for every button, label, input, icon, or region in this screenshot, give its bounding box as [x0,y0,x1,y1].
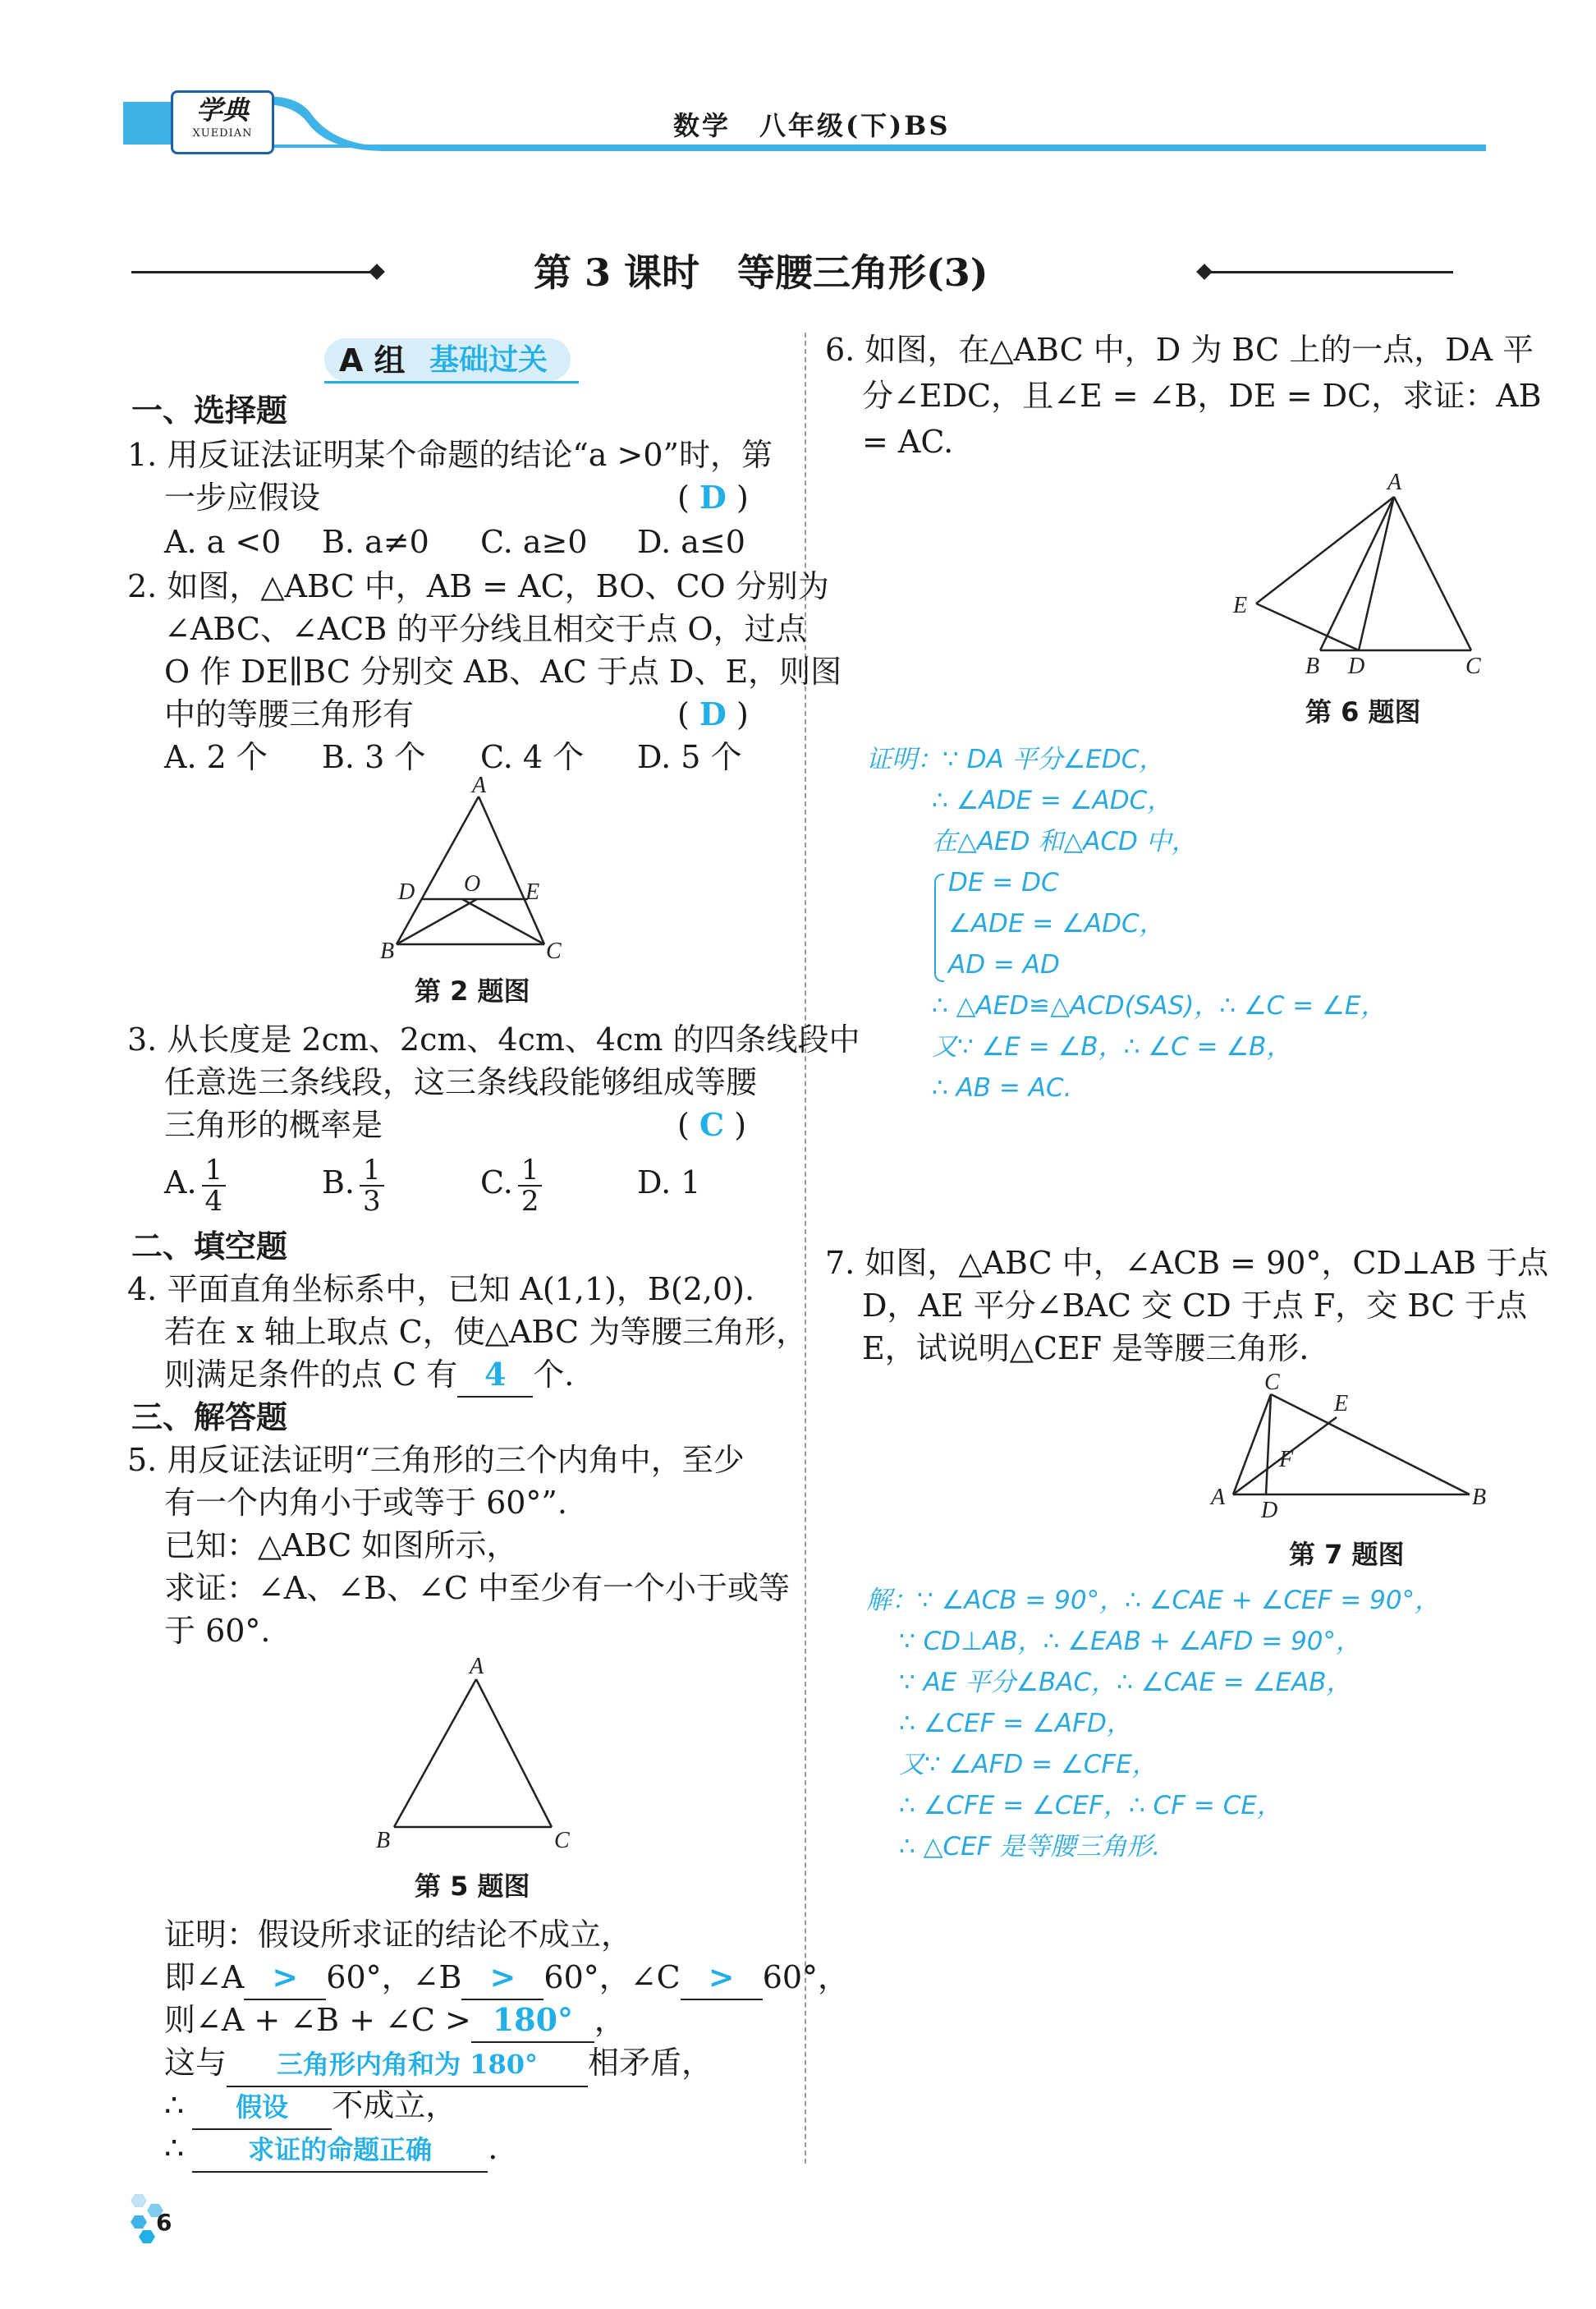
q3-option-a-denominator: 4 [204,1184,223,1218]
q6-solution-line9: ∴ AB = AC. [932,1073,1072,1103]
q5-figure [369,1646,583,1860]
q2-option-b: B. 3 个 [322,739,426,775]
q2-line4: 中的等腰三角形有 [164,696,415,732]
q7-label-a: A [1211,1485,1226,1510]
q6-solution-line7: ∴ △AED≌△ACD(SAS)，∴ ∠C = ∠E， [932,991,1387,1021]
q7-solution-line3: ∵ AE 平分∠BAC，∴ ∠CAE = ∠EAB， [899,1668,1352,1697]
q1-option-a: A. a <0 [164,524,282,560]
q1-answer: D [699,479,727,516]
q7-line3: E，试说明△CEF 是等腰三角形. [862,1330,1309,1366]
q2-answer: D [699,695,727,732]
page-header [123,90,1486,156]
q6-solution-line3: 在△AED 和△ACD 中， [932,827,1197,856]
q7-line2: D，AE 平分∠BAC 交 CD 于点 F，交 BC 于点 [862,1288,1528,1324]
q5-line1: 5. 用反证法证明“三角形的三个内角中，至少 [127,1442,745,1478]
q2-label-c: C [546,939,562,964]
logo-english: XUEDIAN [192,127,253,140]
q3-option-c [480,1150,542,1216]
q5-proof-line2 [164,1956,849,2000]
section-heading-solve: 三、解答题 [131,1399,288,1435]
q3-option-b-denominator: 3 [363,1184,381,1218]
q5-p5-text-a: ∴ [164,2087,185,2123]
q5-p2-answer-1: > [244,1956,326,2000]
q1-option-b: B. a≠0 [322,524,429,560]
q7-solution-line1: 解：∵ ∠ACB = 90°，∴ ∠CAE + ∠CEF = 90°， [866,1586,1441,1615]
logo [171,90,274,154]
q7-label-e: E [1334,1391,1349,1416]
q7-solution-line5: 又∵ ∠AFD = ∠CFE， [899,1750,1158,1779]
q7-solution-line6: ∴ ∠CFE = ∠CEF，∴ CF = CE， [899,1791,1282,1820]
q4-line3-end: 个. [533,1356,575,1393]
q6-solution-line8: 又∵ ∠E = ∠B，∴ ∠C = ∠B， [932,1032,1292,1062]
q3-option-c-numerator: 1 [518,1155,543,1187]
q5-line2: 有一个内角小于或等于 60°”. [164,1485,567,1521]
q7-label-c: C [1264,1371,1280,1395]
q2-option-d: D. 5 个 [637,739,742,775]
q5-p2-text-a: 即∠A [164,1959,245,1995]
q1-answer-bracket: ( D ) [677,479,749,516]
q3-option-c-denominator: 2 [521,1184,539,1218]
q7-solution-line2: ∵ CD⊥AB，∴ ∠EAB + ∠AFD = 90°， [899,1627,1362,1656]
q6-label-e: E [1233,593,1248,618]
q5-p6-text-a: ∴ [164,2130,185,2166]
q6-brace [934,874,944,982]
q3-option-a-label: A. [164,1164,197,1200]
q3-line1: 3. 从长度是 2cm、2cm、4cm、4cm 的四条线段中 [127,1021,860,1058]
q6-solution-line1: 证明：∵ DA 平分∠EDC， [866,745,1165,774]
logo-chinese: 学典 [195,94,249,126]
q4-line2: 若在 x 轴上取点 C，使△ABC 为等腰三角形， [164,1314,808,1350]
q3-option-c-fraction [518,1155,543,1216]
page-number-decoration [123,2191,181,2248]
q5-proof-line1: 证明：假设所求证的结论不成立， [164,1917,633,1953]
q7-label-f: F [1279,1447,1294,1472]
q5-p5-answer: 假设 [192,2086,332,2130]
q6-solution-line5: ∠ADE = ∠ADC， [948,909,1165,939]
q3-option-a [164,1150,226,1216]
q6-label-c: C [1465,654,1481,679]
q2-line1: 2. 如图，△ABC 中，AB = AC，BO、CO 分别为 [127,568,829,604]
q7-caption: 第 7 题图 [1289,1539,1405,1570]
q5-label-a: A [470,1654,484,1679]
q5-p4-text-a: 这与 [164,2045,227,2081]
q2-label-b: B [380,939,395,964]
q5-p3-text-a: 则∠A + ∠B + ∠C > [164,2002,471,2038]
q5-p2-answer-2: > [461,1956,543,2000]
q2-answer-bracket: ( D ) [677,695,749,732]
q2-line3: O 作 DE∥BC 分别交 AB、AC 于点 D、E，则图 [164,654,842,690]
q6-solution-line6: AD = AD [948,950,1060,980]
q5-caption: 第 5 题图 [415,1871,530,1902]
q3-line2: 任意选三条线段，这三条线段能够组成等腰 [164,1064,758,1100]
q6-label-d: D [1348,654,1365,679]
q4-line3 [164,1353,574,1398]
q3-option-c-label: C. [480,1164,513,1200]
q5-p2-text-d: 60°， [762,1959,850,1995]
q2-label-a: A [472,776,487,798]
q3-option-b-label: B. [322,1164,355,1200]
q5-proof-line3 [164,1999,626,2043]
title-rule-right [1207,271,1453,273]
q5-p2-text-c: 60°，∠C [543,1959,681,1995]
q5-p4-text-b: 相矛盾， [588,2045,713,2081]
section-heading-fill: 二、填空题 [131,1228,288,1265]
q3-line3: 三角形的概率是 [164,1107,383,1143]
q4-line3-start: 则满足条件的点 C 有 [164,1356,458,1393]
title-diamond-left [369,264,385,280]
q5-label-c: C [554,1828,570,1853]
q7-label-d: D [1261,1498,1278,1523]
q5-p2-answer-3: > [681,1956,763,2000]
q2-figure [374,776,587,965]
q3-option-b-fraction [360,1155,384,1216]
page-number: 6 [156,2209,172,2236]
badge-letter: A 组 [339,342,406,379]
header-subject: 数学 八年级(下)BS [673,110,951,141]
q5-proof-line6 [164,2127,498,2173]
q5-line4: 求证：∠A、∠B、∠C 中至少有一个小于或等 [164,1570,791,1606]
q6-figure [1223,468,1502,682]
q3-answer-bracket: ( C ) [677,1106,747,1143]
q7-solution-line4: ∴ ∠CEF = ∠AFD， [899,1709,1132,1738]
q6-line1: 6. 如图，在△ABC 中，D 为 BC 上的一点，DA 平 [825,332,1534,368]
badge-underline [324,381,579,383]
q3-option-b-numerator: 1 [360,1155,384,1187]
q3-answer: C [699,1106,725,1143]
q5-label-b: B [376,1828,391,1853]
q6-line2: 分∠EDC，且∠E = ∠B，DE = DC，求证：AB [862,378,1542,414]
q5-line5: 于 60°. [164,1613,271,1649]
page-title: 第 3 课时 等腰三角形(3) [534,250,988,295]
group-badge [324,337,579,384]
q2-option-a: A. 2 个 [164,739,268,775]
q5-proof-line5 [164,2084,456,2130]
q7-solution-line7: ∴ △CEF 是等腰三角形. [899,1832,1161,1861]
q5-p6-answer: 求证的命题正确 [192,2128,488,2173]
q5-p6-text-b: . [488,2130,498,2166]
q2-option-c: C. 4 个 [480,739,585,775]
q7-label-b: B [1472,1485,1487,1510]
q3-option-b [322,1150,384,1216]
q4-answer: 4 [457,1353,533,1398]
q5-p3-text-b: ， [594,2002,626,2038]
q1-line1: 1. 用反证法证明某个命题的结论“a >0”时，第 [127,437,773,473]
q4-line1: 4. 平面直角坐标系中，已知 A(1,1)，B(2,0). [127,1271,755,1307]
q3-option-a-fraction [202,1155,227,1216]
q3-option-d: D. 1 [637,1164,701,1200]
q6-caption: 第 6 题图 [1305,696,1421,728]
q1-option-d: D. a≤0 [637,524,745,560]
q1-option-c: C. a≥0 [480,524,588,560]
q2-label-e: E [525,879,540,905]
q5-line3: 已知：△ABC 如图所示， [164,1527,518,1563]
section-heading-choice: 一、选择题 [131,392,288,429]
q7-line1: 7. 如图，△ABC 中，∠ACB = 90°，CD⊥AB 于点 [825,1245,1549,1281]
q6-solution-line4: DE = DC [948,868,1059,897]
badge-text: 基础过关 [429,343,548,377]
q2-label-o: O [464,871,481,897]
q3-option-a-numerator: 1 [202,1155,227,1187]
q6-line3: = AC. [862,424,954,460]
q6-label-b: B [1305,654,1320,679]
q5-p2-text-b: 60°，∠B [326,1959,462,1995]
title-rule-left [131,271,378,273]
q5-p4-answer: 三角形内角和为 180° [227,2043,588,2087]
q1-line2: 一步应假设 [164,480,321,516]
q6-label-a: A [1387,470,1402,495]
q2-label-d: D [398,879,415,905]
q2-line2: ∠ABC、∠ACB 的平分线且相交于点 O，过点 [164,611,807,647]
q2-caption: 第 2 题图 [415,975,530,1007]
q5-proof-line4 [164,2041,713,2087]
q7-figure [1199,1371,1494,1536]
q5-p5-text-b: 不成立， [332,2087,457,2123]
q5-p3-answer: 180° [471,1999,594,2043]
q6-solution-line2: ∴ ∠ADE = ∠ADC， [932,786,1173,815]
